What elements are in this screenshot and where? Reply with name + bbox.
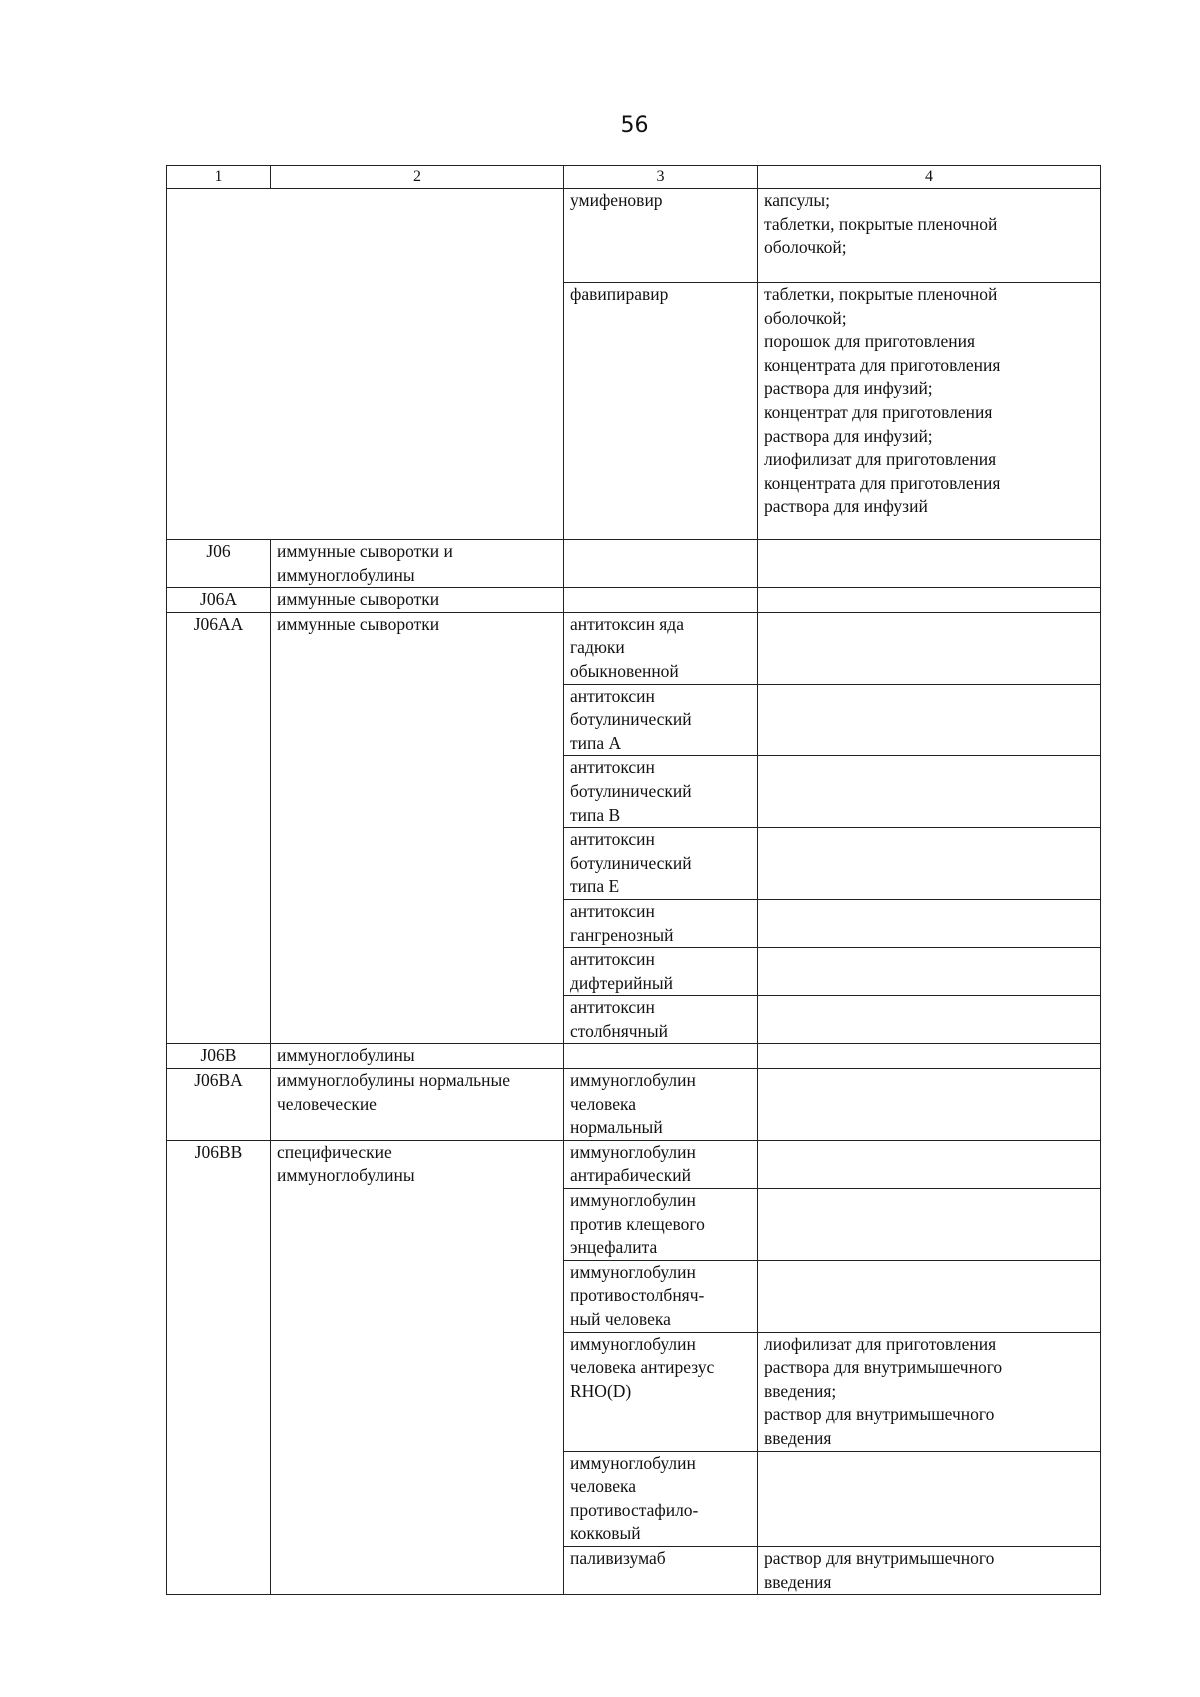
dosage-form-cell xyxy=(758,1260,1101,1332)
cell-text-line: лиофилизат для приготовления xyxy=(764,1333,997,1354)
cell-text-line: гангренозный xyxy=(570,924,674,945)
drug-name-cell xyxy=(564,1140,758,1188)
cell-text-line: специфические xyxy=(277,1141,392,1162)
table-body xyxy=(167,189,1101,1595)
cell-text-line: антитоксин xyxy=(570,997,655,1018)
dosage-form-cell xyxy=(758,948,1101,996)
dosage-form-cell xyxy=(758,756,1101,828)
cell-text-line: концентрат для приготовления xyxy=(764,401,993,422)
table-row xyxy=(167,540,1101,588)
drug-name-cell xyxy=(564,1546,758,1594)
cell-text-line: иммуноглобулины нормальные xyxy=(277,1070,511,1091)
table-row xyxy=(167,1069,1101,1141)
drug-name-cell xyxy=(564,756,758,828)
cell-text-line: антитоксин xyxy=(570,685,655,706)
dosage-form-cell xyxy=(758,1069,1101,1141)
cell-text-line: введения; xyxy=(764,1380,837,1401)
cell-text-line: лиофилизат для приготовления xyxy=(764,449,997,470)
cell-text-line: антитоксин xyxy=(570,900,655,921)
cell-text-line: антирабический xyxy=(570,1165,691,1186)
cell-text-line: иммуноглобулины xyxy=(277,1165,415,1186)
header-cell-1: 1 xyxy=(167,166,271,189)
header-cell-4: 4 xyxy=(758,166,1101,189)
atc-code-cell xyxy=(167,1140,271,1594)
cell-text-line: введения xyxy=(764,1427,832,1448)
atc-code-cell xyxy=(167,540,271,588)
cell-text-line: иммунные сыворотки и xyxy=(277,541,453,561)
cell-text-line: J06BA xyxy=(194,1070,243,1091)
drug-name-cell xyxy=(564,1044,758,1069)
cell-text-line: иммуноглобулин xyxy=(570,1261,696,1282)
drug-name-cell xyxy=(564,1260,758,1332)
cell-text-line: оболочкой; xyxy=(764,307,847,328)
atc-code-cell xyxy=(167,588,271,613)
atc-group-cell xyxy=(271,1140,564,1594)
dosage-form-cell xyxy=(758,684,1101,756)
header-cell-2: 2 xyxy=(271,166,564,189)
cell-text-line: ботулинический xyxy=(570,780,692,801)
cell-text-line: раствора для внутримышечного xyxy=(764,1357,1003,1378)
atc-group-cell xyxy=(271,1069,564,1141)
dosage-form-cell xyxy=(758,588,1101,613)
cell-text-line: порошок для приготовления xyxy=(764,331,975,352)
cell-text-line: раствора для инфузий; xyxy=(764,378,933,399)
cell-text-line: энцефалита xyxy=(570,1237,658,1258)
cell-text-line: J06BB xyxy=(194,1141,243,1162)
cell-text-line: иммуноглобулин xyxy=(570,1452,696,1473)
atc-group-cell xyxy=(271,588,564,613)
table-header-row xyxy=(167,166,1101,189)
cell-text-line: паливизумаб xyxy=(570,1547,666,1568)
cell-text-line: иммуноглобулин xyxy=(570,1333,696,1354)
dosage-form-cell xyxy=(758,1546,1101,1594)
cell-text-line: антитоксин xyxy=(570,949,655,970)
cell-text-line: человека антирезус xyxy=(570,1357,715,1378)
cell-text-line: J06B xyxy=(200,1045,237,1066)
table-row xyxy=(167,612,1101,684)
cell-text-line: антитоксин xyxy=(570,757,655,778)
cell-text-line: иммуноглобулин xyxy=(570,1190,696,1211)
cell-text-line: противостолбняч- xyxy=(570,1285,705,1306)
cell-text-line: концентрата для приготовления xyxy=(764,354,1001,375)
table-row xyxy=(167,189,1101,283)
cell-text-line: J06AA xyxy=(193,613,244,634)
drug-name-cell xyxy=(564,828,758,900)
cell-text-line: ботулинический xyxy=(570,709,692,730)
cell-text-line: против клещевого xyxy=(570,1213,705,1234)
dosage-form-cell xyxy=(758,828,1101,900)
cell-text-line: раствора для инфузий; xyxy=(764,425,933,446)
atc-group-cell xyxy=(271,540,564,588)
cell-text-line: оболочкой; xyxy=(764,237,847,258)
cell-text-line: человеческие xyxy=(277,1093,377,1114)
table-row xyxy=(167,1140,1101,1188)
dosage-form-cell xyxy=(758,1140,1101,1188)
drug-name-cell xyxy=(564,540,758,588)
cell-text-line: кокковый xyxy=(570,1523,641,1544)
cell-text-line: типа E xyxy=(570,876,620,897)
drug-name-cell xyxy=(564,1332,758,1451)
cell-text-line: противостафило- xyxy=(570,1499,699,1520)
cell-text-line: иммуноглобулин xyxy=(570,1141,696,1162)
dosage-form-cell xyxy=(758,899,1101,947)
cell-text-line: раствор для внутримышечного xyxy=(764,1404,995,1425)
drug-name-cell xyxy=(564,588,758,613)
dosage-form-cell xyxy=(758,1332,1101,1451)
cell-text-line: капсулы; xyxy=(764,190,831,210)
header-cell-3: 3 xyxy=(564,166,758,189)
dosage-form-cell xyxy=(758,996,1101,1044)
atc-code-cell xyxy=(167,612,271,1044)
cell-text-line: человека xyxy=(570,1476,636,1497)
cell-text-line: раствор для внутримышечного xyxy=(764,1547,995,1568)
cell-text-line: концентрата для приготовления xyxy=(764,472,1001,493)
drug-list-table xyxy=(166,165,1101,1595)
cell-text-line: ботулинический xyxy=(570,852,692,873)
dosage-form-cell xyxy=(758,612,1101,684)
cell-text-line: таблетки, покрытые пленочной xyxy=(764,284,998,304)
dosage-form-cell xyxy=(758,189,1101,283)
dosage-form-cell xyxy=(758,1044,1101,1069)
cell-text-line: столбнячный xyxy=(570,1020,669,1041)
drug-name-cell xyxy=(564,283,758,540)
cell-text-line: типа A xyxy=(570,732,622,753)
drug-name-cell xyxy=(564,899,758,947)
atc-group-cell xyxy=(271,612,564,1044)
page-number: 56 xyxy=(620,113,649,138)
drug-name-cell xyxy=(564,1189,758,1261)
cell-text-line: иммуноглобулины xyxy=(277,1045,415,1066)
atc-group-cell xyxy=(271,1044,564,1069)
drug-name-cell xyxy=(564,684,758,756)
cell-text-line: введения xyxy=(764,1571,832,1592)
cell-text-line: обыкновенной xyxy=(570,660,679,681)
cell-text-line: иммуноглобулины xyxy=(277,564,415,585)
cell-text-line: RHO(D) xyxy=(570,1380,632,1401)
dosage-form-cell xyxy=(758,283,1101,540)
cell-text-line: иммунные сыворотки xyxy=(277,613,440,634)
dosage-form-cell xyxy=(758,1451,1101,1546)
cell-text-line: раствора для инфузий xyxy=(764,496,928,517)
cell-text-line: фавипиравир xyxy=(570,284,669,304)
cell-text-line: J06A xyxy=(200,589,237,610)
dosage-form-cell xyxy=(758,540,1101,588)
cell-text-line: таблетки, покрытые пленочной xyxy=(764,213,998,234)
atc-code-cell xyxy=(167,1044,271,1069)
table-row xyxy=(167,588,1101,613)
cell-text-line: антитоксин яда xyxy=(570,613,684,634)
drug-name-cell xyxy=(564,1451,758,1546)
cell-text-line: ный человека xyxy=(570,1309,671,1329)
cell-text-line: иммунные сыворотки xyxy=(277,589,440,610)
table-row xyxy=(167,1044,1101,1069)
cell-text-line: антитоксин xyxy=(570,829,655,850)
drug-name-cell xyxy=(564,1069,758,1141)
cell-text-line: нормальный xyxy=(570,1117,663,1138)
cell-text-line: иммуноглобулин xyxy=(570,1070,696,1091)
drug-name-cell xyxy=(564,612,758,684)
cell-text-line: человека xyxy=(570,1093,636,1114)
dosage-form-cell xyxy=(758,1189,1101,1261)
drug-name-cell xyxy=(564,189,758,283)
empty-cell xyxy=(167,189,564,540)
cell-text-line: дифтерийный xyxy=(570,972,673,993)
cell-text-line: J06 xyxy=(206,541,231,561)
cell-text-line: типа B xyxy=(570,804,621,825)
atc-code-cell xyxy=(167,1069,271,1141)
cell-text-line: умифеновир xyxy=(570,190,663,210)
cell-text-line: гадюки xyxy=(570,637,625,658)
drug-name-cell xyxy=(564,948,758,996)
drug-name-cell xyxy=(564,996,758,1044)
